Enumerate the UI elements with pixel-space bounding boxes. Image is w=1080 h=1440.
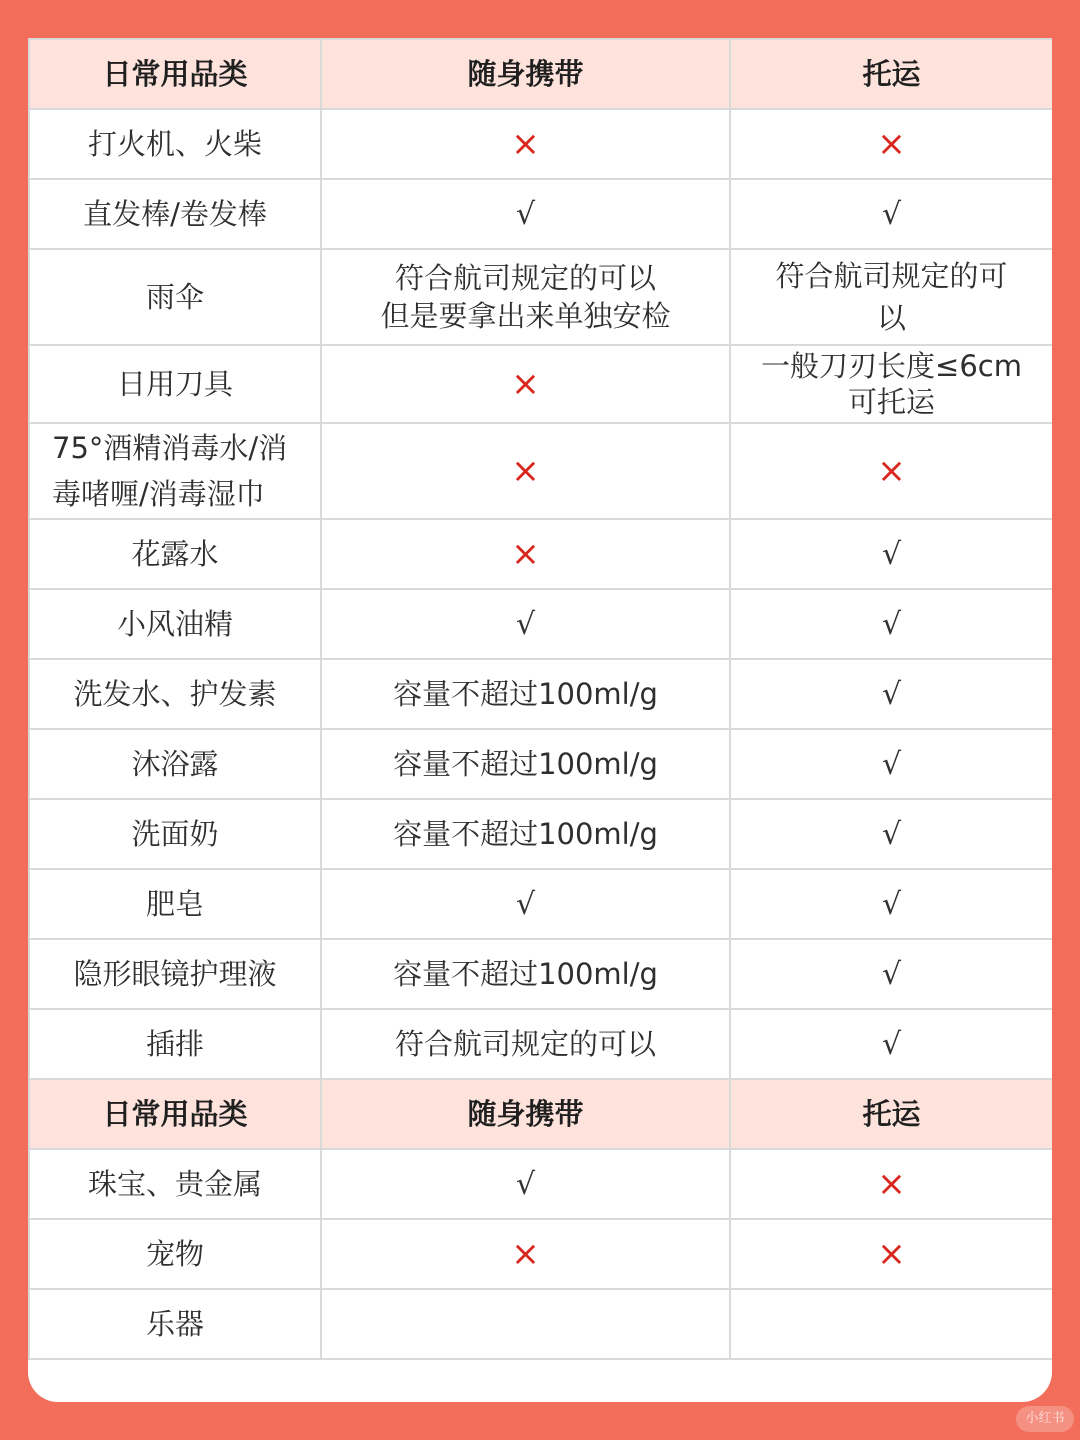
- checked-baggage-cell: 符合航司规定的可 以: [730, 249, 1052, 345]
- item-name-cell: 日用刀具: [29, 345, 321, 423]
- check-icon: √: [515, 606, 536, 642]
- table-row: [29, 423, 1052, 519]
- carry-on-cell: [321, 1149, 730, 1219]
- table-row: [29, 345, 1052, 423]
- check-icon: √: [881, 536, 902, 572]
- table-header-row: [29, 1079, 1052, 1149]
- cross-icon: ×: [877, 123, 906, 164]
- cross-icon: ×: [877, 1163, 906, 1204]
- check-icon: √: [881, 1026, 902, 1062]
- check-icon: √: [881, 746, 902, 782]
- checked-baggage-cell: [730, 589, 1052, 659]
- table-row: [29, 729, 1052, 799]
- table-row: [29, 519, 1052, 589]
- carry-on-cell: [321, 423, 730, 519]
- check-icon: √: [515, 886, 536, 922]
- table-row: [29, 1009, 1052, 1079]
- table-body: [29, 39, 1052, 1359]
- table-row: [29, 1219, 1052, 1289]
- carry-on-cell: [321, 179, 730, 249]
- header-cell-carry: 随身携带: [321, 1079, 730, 1149]
- carry-on-cell: 容量不超过100ml/g: [321, 729, 730, 799]
- carry-on-cell: [321, 109, 730, 179]
- watermark-logo: 小红书: [1016, 1406, 1074, 1432]
- checked-baggage-cell: [730, 519, 1052, 589]
- checked-baggage-cell: [730, 869, 1052, 939]
- item-name-cell: 宠物: [29, 1219, 321, 1289]
- table-card: [28, 38, 1052, 1402]
- checked-baggage-cell: [730, 1289, 1052, 1359]
- checked-baggage-cell: 一般刀刃长度≤6cm 可托运: [730, 345, 1052, 423]
- checked-baggage-cell: [730, 1149, 1052, 1219]
- table-row: [29, 1289, 1052, 1359]
- checked-baggage-cell: [730, 423, 1052, 519]
- carry-on-cell: [321, 1289, 730, 1359]
- header-cell-checked: 托运: [730, 1079, 1052, 1149]
- item-name-cell: 洗面奶: [29, 799, 321, 869]
- carry-on-cell: [321, 1219, 730, 1289]
- cross-icon: ×: [877, 450, 906, 491]
- luggage-rules-table: [28, 38, 1052, 1360]
- table-row: [29, 799, 1052, 869]
- item-name-cell: 插排: [29, 1009, 321, 1079]
- header-cell-item: 日常用品类: [29, 39, 321, 109]
- table-header-row: [29, 39, 1052, 109]
- carry-on-cell: [321, 869, 730, 939]
- check-icon: √: [881, 886, 902, 922]
- cross-icon: ×: [511, 450, 540, 491]
- carry-on-cell: 容量不超过100ml/g: [321, 659, 730, 729]
- carry-on-cell: 容量不超过100ml/g: [321, 939, 730, 1009]
- table-row: [29, 1149, 1052, 1219]
- check-icon: √: [881, 606, 902, 642]
- checked-baggage-cell: [730, 939, 1052, 1009]
- item-name-cell: 雨伞: [29, 249, 321, 345]
- table-row: [29, 109, 1052, 179]
- check-icon: √: [881, 816, 902, 852]
- table-row: [29, 179, 1052, 249]
- table-row: [29, 589, 1052, 659]
- cross-icon: ×: [511, 363, 540, 404]
- check-icon: √: [881, 956, 902, 992]
- cross-icon: ×: [511, 1233, 540, 1274]
- table-row: [29, 659, 1052, 729]
- check-icon: √: [515, 196, 536, 232]
- checked-baggage-cell: [730, 1009, 1052, 1079]
- carry-on-cell: [321, 589, 730, 659]
- item-name-cell: 75°酒精消毒水/消毒啫喱/消毒湿巾: [29, 423, 321, 519]
- item-name-cell: 直发棒/卷发棒: [29, 179, 321, 249]
- checked-baggage-cell: [730, 799, 1052, 869]
- header-cell-checked: 托运: [730, 39, 1052, 109]
- table-row: [29, 249, 1052, 345]
- item-name-cell: 乐器: [29, 1289, 321, 1359]
- cross-icon: ×: [877, 1233, 906, 1274]
- item-name-cell: 打火机、火柴: [29, 109, 321, 179]
- check-icon: √: [515, 1166, 536, 1202]
- checked-baggage-cell: [730, 109, 1052, 179]
- table-row: [29, 939, 1052, 1009]
- header-cell-item: 日常用品类: [29, 1079, 321, 1149]
- item-name-cell: 花露水: [29, 519, 321, 589]
- item-name-cell: 隐形眼镜护理液: [29, 939, 321, 1009]
- carry-on-cell: 符合航司规定的可以: [321, 1009, 730, 1079]
- table-row: [29, 869, 1052, 939]
- cross-icon: ×: [511, 533, 540, 574]
- item-name-cell: 珠宝、贵金属: [29, 1149, 321, 1219]
- checked-baggage-cell: [730, 179, 1052, 249]
- cross-icon: ×: [511, 123, 540, 164]
- carry-on-cell: [321, 519, 730, 589]
- item-name-cell: 洗发水、护发素: [29, 659, 321, 729]
- item-name-cell: 肥皂: [29, 869, 321, 939]
- header-cell-carry: 随身携带: [321, 39, 730, 109]
- checked-baggage-cell: [730, 659, 1052, 729]
- checked-baggage-cell: [730, 1219, 1052, 1289]
- carry-on-cell: 容量不超过100ml/g: [321, 799, 730, 869]
- item-name-cell: 沐浴露: [29, 729, 321, 799]
- item-name-cell: 小风油精: [29, 589, 321, 659]
- check-icon: √: [881, 196, 902, 232]
- carry-on-cell: 符合航司规定的可以 但是要拿出来单独安检: [321, 249, 730, 345]
- carry-on-cell: [321, 345, 730, 423]
- checked-baggage-cell: [730, 729, 1052, 799]
- check-icon: √: [881, 676, 902, 712]
